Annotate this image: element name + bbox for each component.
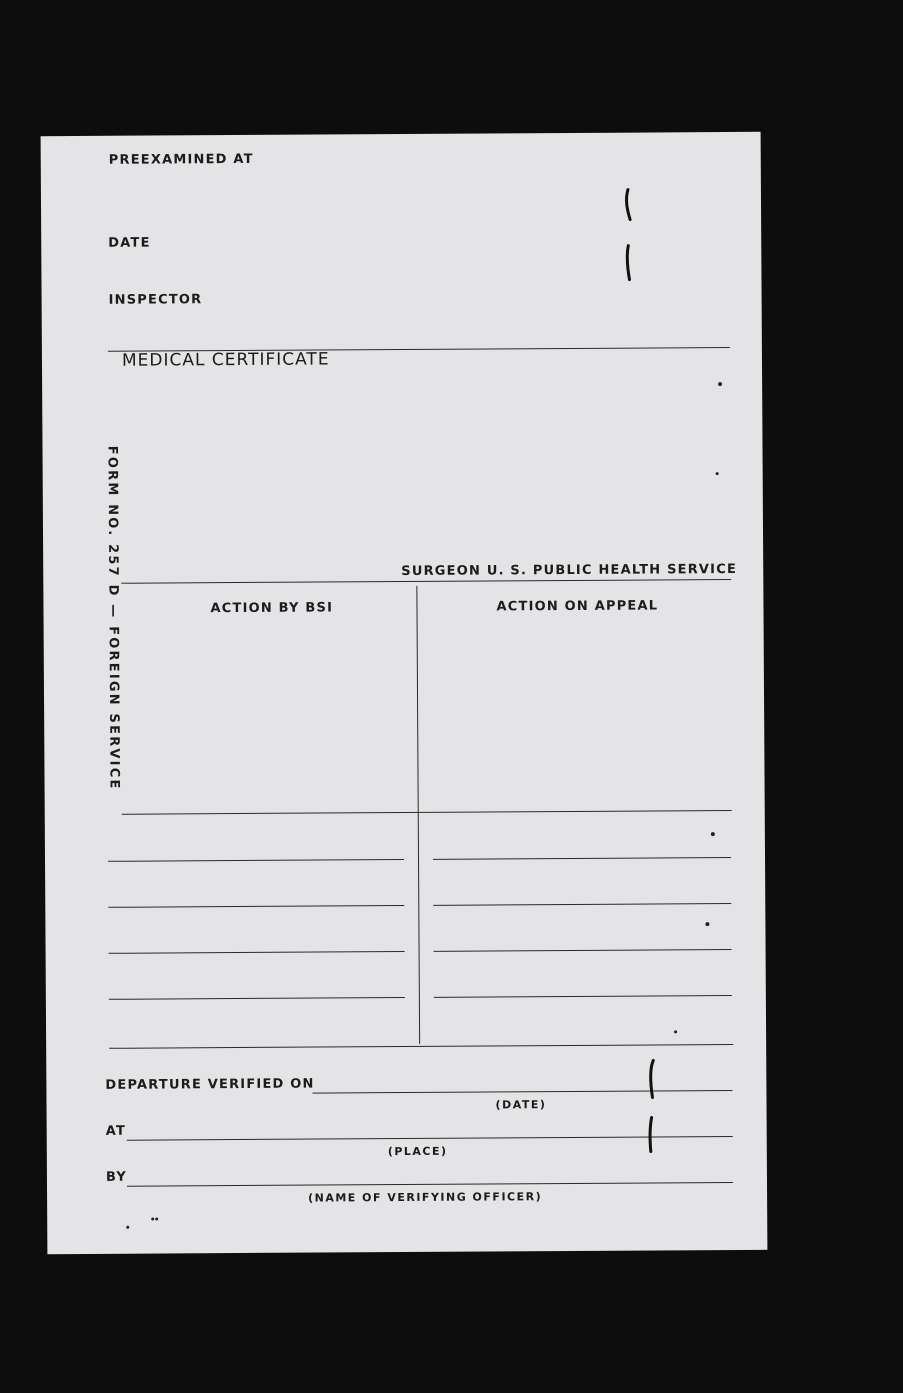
ruled-line — [433, 857, 731, 860]
date-label: DATE — [108, 235, 151, 251]
handwritten-tally-marks — [619, 188, 640, 283]
officer-line — [127, 1182, 733, 1187]
action-by-bsi-label: ACTION BY BSI — [210, 600, 334, 617]
date-caption: (DATE) — [495, 1098, 547, 1112]
speck — [126, 1226, 129, 1229]
ruled-line — [434, 949, 732, 952]
speck — [716, 472, 719, 475]
officer-caption: (NAME OF VERIFYING OFFICER) — [308, 1190, 543, 1205]
surgeon-line — [121, 579, 731, 584]
form-number-vertical: FORM NO. 257 D — FOREIGN SERVICE — [104, 445, 122, 791]
speck — [155, 1218, 158, 1221]
ruled-line — [109, 951, 405, 954]
actions-bottom-line — [122, 810, 732, 815]
speck — [674, 1030, 677, 1033]
departure-verified-label: DEPARTURE VERIFIED ON — [105, 1076, 315, 1093]
ruled-line — [109, 997, 405, 1000]
column-divider — [416, 586, 420, 1044]
by-label: BY — [105, 1169, 128, 1185]
medical-certificate-card — [41, 132, 768, 1254]
handwritten-departure-marks — [642, 1057, 663, 1157]
at-label: AT — [105, 1123, 127, 1139]
place-caption: (PLACE) — [387, 1144, 448, 1159]
speck — [705, 922, 709, 926]
ruled-line — [108, 859, 404, 862]
preexamined-label: PREEXAMINED AT — [108, 151, 254, 168]
section-bottom-line — [109, 1044, 733, 1049]
departure-date-line — [312, 1090, 732, 1094]
certificate-title: MEDICAL CERTIFICATE — [121, 349, 330, 371]
surgeon-label: SURGEON U. S. PUBLIC HEALTH SERVICE — [401, 561, 738, 580]
ruled-line — [434, 995, 732, 998]
ruled-line — [108, 905, 404, 908]
action-on-appeal-label: ACTION ON APPEAL — [496, 598, 659, 615]
ruled-line — [433, 903, 731, 906]
speck — [711, 832, 715, 836]
speck — [718, 382, 722, 386]
inspector-label: INSPECTOR — [108, 292, 203, 308]
speck — [151, 1218, 154, 1221]
